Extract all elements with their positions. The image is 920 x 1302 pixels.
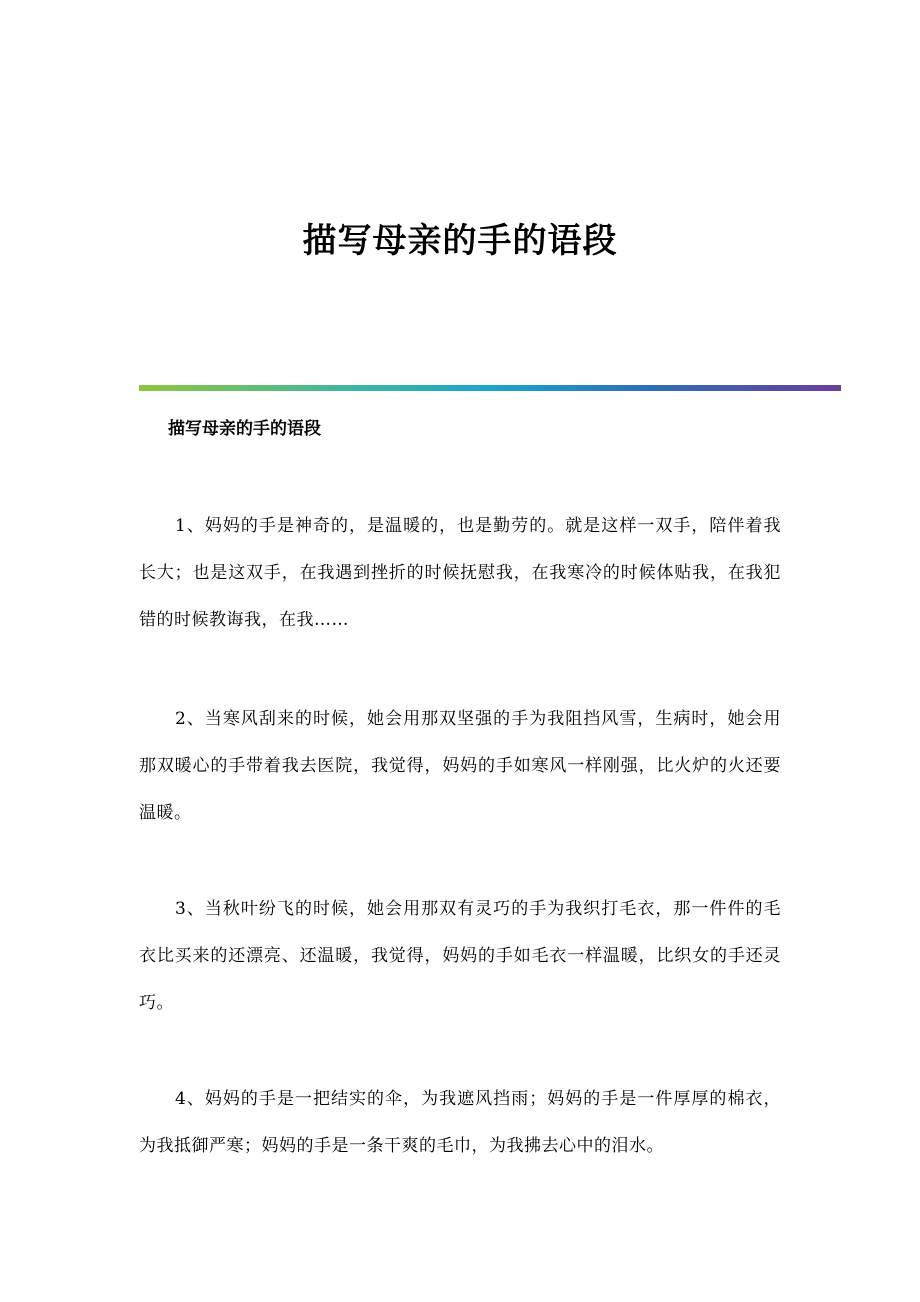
section-heading: 描写母亲的手的语段: [168, 419, 321, 439]
paragraph-3: 3、当秋叶纷飞的时候，她会用那双有灵巧的手为我织打毛衣，那一件件的毛衣比买来的还漂亮、还温暖，我觉得，妈妈的手如毛衣一样温暖，比织女的手还灵巧。: [139, 899, 781, 1013]
paragraph-4: 4、妈妈的手是一把结实的伞，为我遮风挡雨；妈妈的手是一件厚厚的棉衣，为我抵御严寒；妈妈的手是一条干爽的毛巾，为我拂去心中的泪水。: [139, 1089, 781, 1156]
gradient-divider: [139, 385, 841, 391]
document-title: 描写母亲的手的语段: [302, 221, 618, 261]
paragraph-1: 1、妈妈的手是神奇的，是温暖的，也是勤劳的。就是这样一双手，陪伴着我长大；也是这双手，在我遇到挫折的时候抚慰我，在我寒冷的时候体贴我，在我犯错的时候教诲我，在我……: [139, 516, 781, 630]
paragraph-2: 2、当寒风刮来的时候，她会用那双坚强的手为我阻挡风雪，生病时，她会用那双暖心的手带着我去医院，我觉得，妈妈的手如寒风一样刚强，比火炉的火还要温暖。: [139, 709, 781, 823]
